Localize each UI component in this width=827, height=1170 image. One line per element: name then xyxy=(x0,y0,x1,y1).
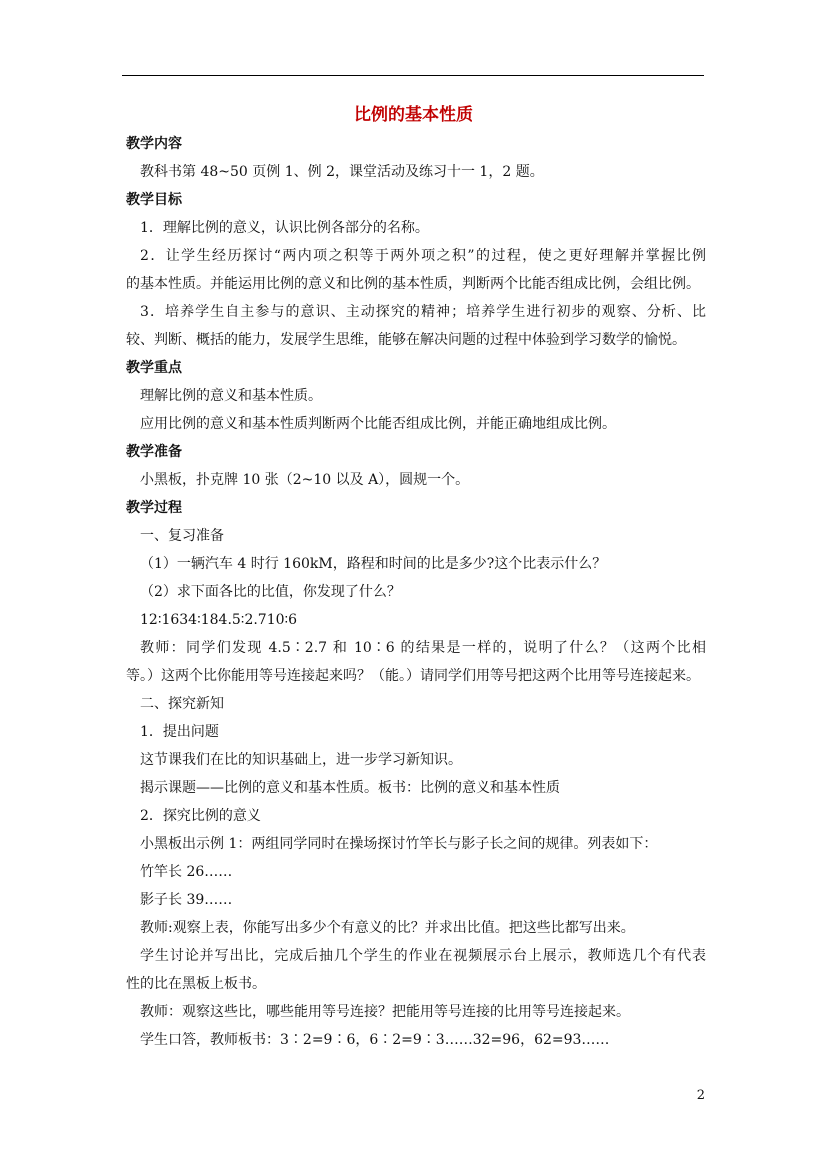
text-line: 竹竿长 26…… xyxy=(140,864,233,880)
text-line: 教师：观察这些比，哪些能用等号连接？把能用等号连接的比用等号连接起来。 xyxy=(140,1004,630,1020)
section-heading: 教学过程 xyxy=(126,500,182,516)
text-line: 等。）这两个比你能用等号连接起来吗？（能。）请同学们用等号把这两个比用等号连接起来。 xyxy=(126,668,700,684)
text-line: 教科书第 48~50 页例 1、例 2，课堂活动及练习十一 1，2 题。 xyxy=(140,164,544,180)
section-heading: 教学重点 xyxy=(126,360,182,376)
text-line: 揭示课题——比例的意义和基本性质。板书：比例的意义和基本性质 xyxy=(140,780,560,796)
text-line: 2．让学生经历探讨“两内项之积等于两外项之积”的过程，使之更好理解并掌握比例 xyxy=(140,248,706,264)
text-line: 影子长 39…… xyxy=(140,892,233,908)
text-line: 这节课我们在比的知识基础上，进一步学习新知识。 xyxy=(140,752,462,768)
text-line: 一、复习准备 xyxy=(140,528,224,544)
page-number: 2 xyxy=(696,1088,705,1103)
text-line: （2）求下面各比的比值，你发现了什么？ xyxy=(140,584,401,600)
text-line: 应用比例的意义和基本性质判断两个比能否组成比例，并能正确地组成比例。 xyxy=(140,416,616,432)
section-heading: 教学目标 xyxy=(126,192,182,208)
document-title: 比例的基本性质 xyxy=(354,105,473,125)
text-line: 学生讨论并写出比，完成后抽几个学生的作业在视频展示台上展示，教师选几个有代表 xyxy=(140,948,706,964)
text-line: 较、判断、概括的能力，发展学生思维，能够在解决问题的过程中体验到学习数学的愉悦。 xyxy=(126,332,686,348)
text-line: 2．探究比例的意义 xyxy=(140,808,261,824)
header-rule xyxy=(122,75,704,76)
text-line: 的基本性质。并能运用比例的意义和比例的基本性质，判断两个比能否组成比例，会组比例。 xyxy=(126,276,700,292)
document-body xyxy=(126,130,706,1054)
text-line: 学生口答，教师板书：3∶2=9∶6，6∶2=9∶3……32=96，62=93…… xyxy=(140,1032,610,1048)
text-line: 小黑板，扑克牌 10 张（2~10 以及 A），圆规一个。 xyxy=(140,472,470,488)
text-line: 教师:观察上表，你能写出多少个有意义的比？并求出比值。把这些比都写出来。 xyxy=(140,920,635,936)
text-line: 理解比例的意义和基本性质。 xyxy=(140,388,322,404)
section-heading: 教学准备 xyxy=(126,444,182,460)
text-line: 3．培养学生自主参与的意识、主动探究的精神；培养学生进行初步的观察、分析、比 xyxy=(140,304,706,320)
text-line: 小黑板出示例 1：两组同学同时在操场探讨竹竿长与影子长之间的规律。列表如下： xyxy=(140,836,658,852)
text-line: 二、探究新知 xyxy=(140,696,224,712)
text-line: 1．提出问题 xyxy=(140,724,219,740)
text-line: 教师：同学们发现 4.5∶2.7 和 10∶6 的结果是一样的，说明了什么？（这两个比相 xyxy=(140,640,706,656)
section-heading: 教学内容 xyxy=(126,136,182,152)
text-line: 1．理解比例的意义，认识比例各部分的名称。 xyxy=(140,220,429,236)
text-line: 12∶1634∶184.5∶2.710∶6 xyxy=(140,612,298,628)
text-line: （1）一辆汽车 4 时行 160kM，路程和时间的比是多少?这个比表示什么？ xyxy=(140,556,607,572)
text-line: 性的比在黑板上板书。 xyxy=(126,976,266,992)
